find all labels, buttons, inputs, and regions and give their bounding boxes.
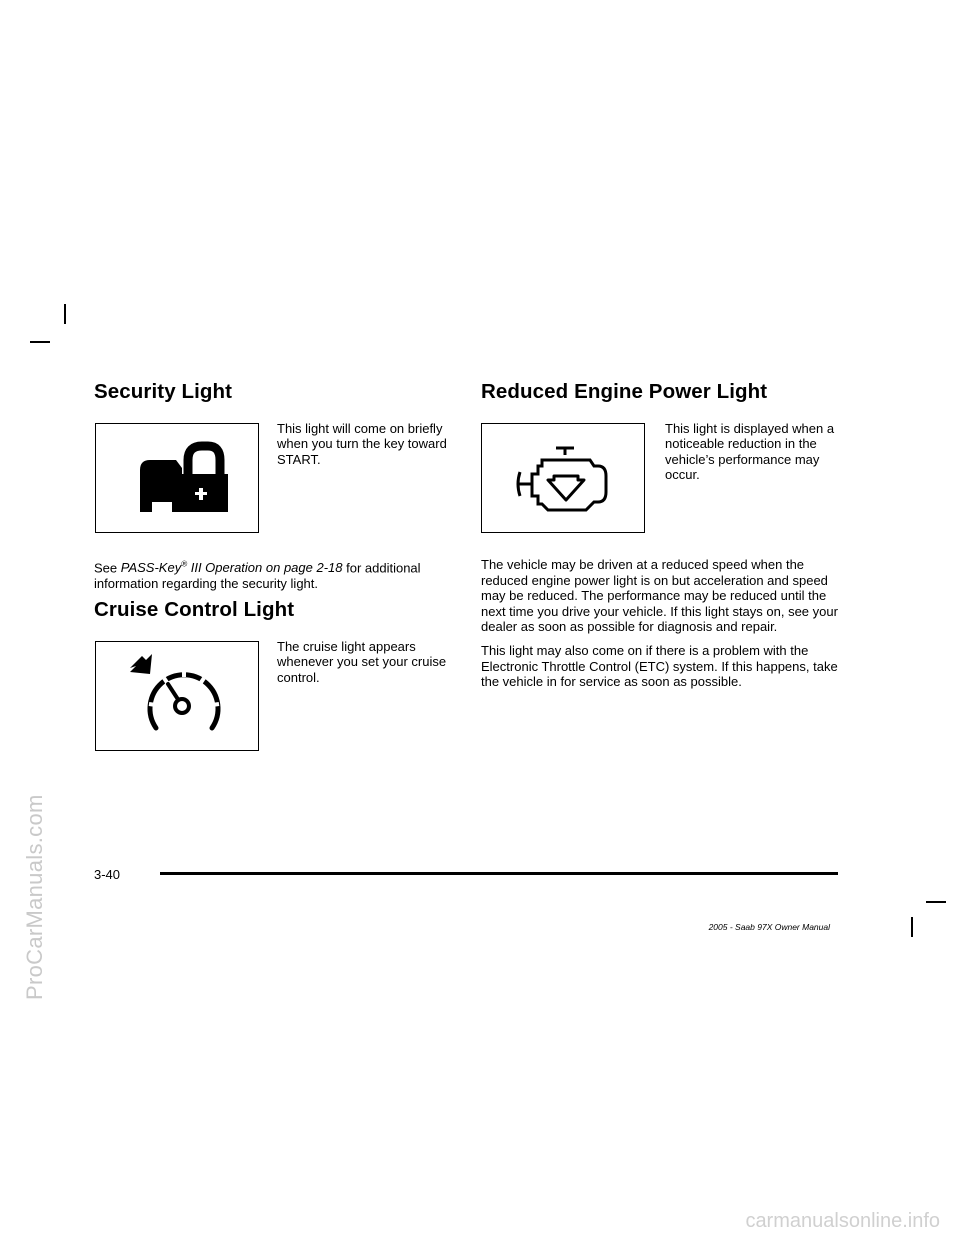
page-number: 3-40 bbox=[94, 867, 121, 882]
security-light-heading: Security Light bbox=[94, 380, 233, 403]
crop-mark-top-horizontal bbox=[30, 341, 50, 343]
cruise-side-text: The cruise light appears whenever you set your cruise control. bbox=[277, 639, 447, 685]
cruise-icon-box bbox=[95, 641, 259, 751]
footer-site: carmanualsonline.info bbox=[745, 1210, 940, 1232]
security-side-text: This light will come on briefly when you turn the key toward START. bbox=[277, 421, 447, 467]
pass-key-link[interactable] bbox=[121, 560, 343, 575]
reduced-paragraph-1: The vehicle may be driven at a reduced speed when the reduced engine power light is on but acceleration and speed may be reduced. The performance may be reduced until the next time you drive your vehicle. If this light stays on, see your dealer as soon as possible for diagnosis and repair. bbox=[481, 557, 838, 635]
reduced-engine-power-heading: Reduced Engine Power Light bbox=[481, 380, 768, 403]
see-prefix: See bbox=[94, 560, 121, 576]
pass-key-link-rest: III Operation on page 2-18 bbox=[187, 560, 343, 576]
footer-rule bbox=[160, 872, 838, 875]
registered-mark: ® bbox=[181, 560, 188, 569]
cruise-speedometer-icon bbox=[96, 642, 260, 752]
reduced-paragraph-2: This light may also come on if there is a problem with the Electronic Throttle Control (ETC) system. If this happens, take the vehicle in for service as soon as possible. bbox=[481, 642, 838, 690]
crop-mark-bottom-horizontal bbox=[926, 901, 946, 903]
crop-mark-top-vertical bbox=[64, 304, 66, 324]
security-icon-box bbox=[95, 423, 259, 533]
pass-key-link-text: PASS-Key bbox=[120, 560, 182, 576]
watermark: ProCarManuals.com bbox=[22, 794, 47, 1000]
see-suffix: for additional information regarding the security light. bbox=[94, 560, 421, 591]
manual-title: 2005 - Saab 97X Owner Manual bbox=[708, 922, 830, 932]
reduced-side-text: This light is displayed when a noticeable reduction in the vehicle’s performance may occur. bbox=[665, 421, 835, 483]
engine-down-arrow-icon bbox=[482, 424, 646, 534]
cruise-control-heading: Cruise Control Light bbox=[94, 598, 295, 621]
reduced-body bbox=[481, 557, 843, 698]
security-lock-icon bbox=[96, 424, 260, 534]
security-see-paragraph bbox=[94, 557, 454, 592]
crop-mark-bottom-vertical bbox=[911, 917, 913, 937]
reduced-engine-icon-box bbox=[481, 423, 645, 533]
